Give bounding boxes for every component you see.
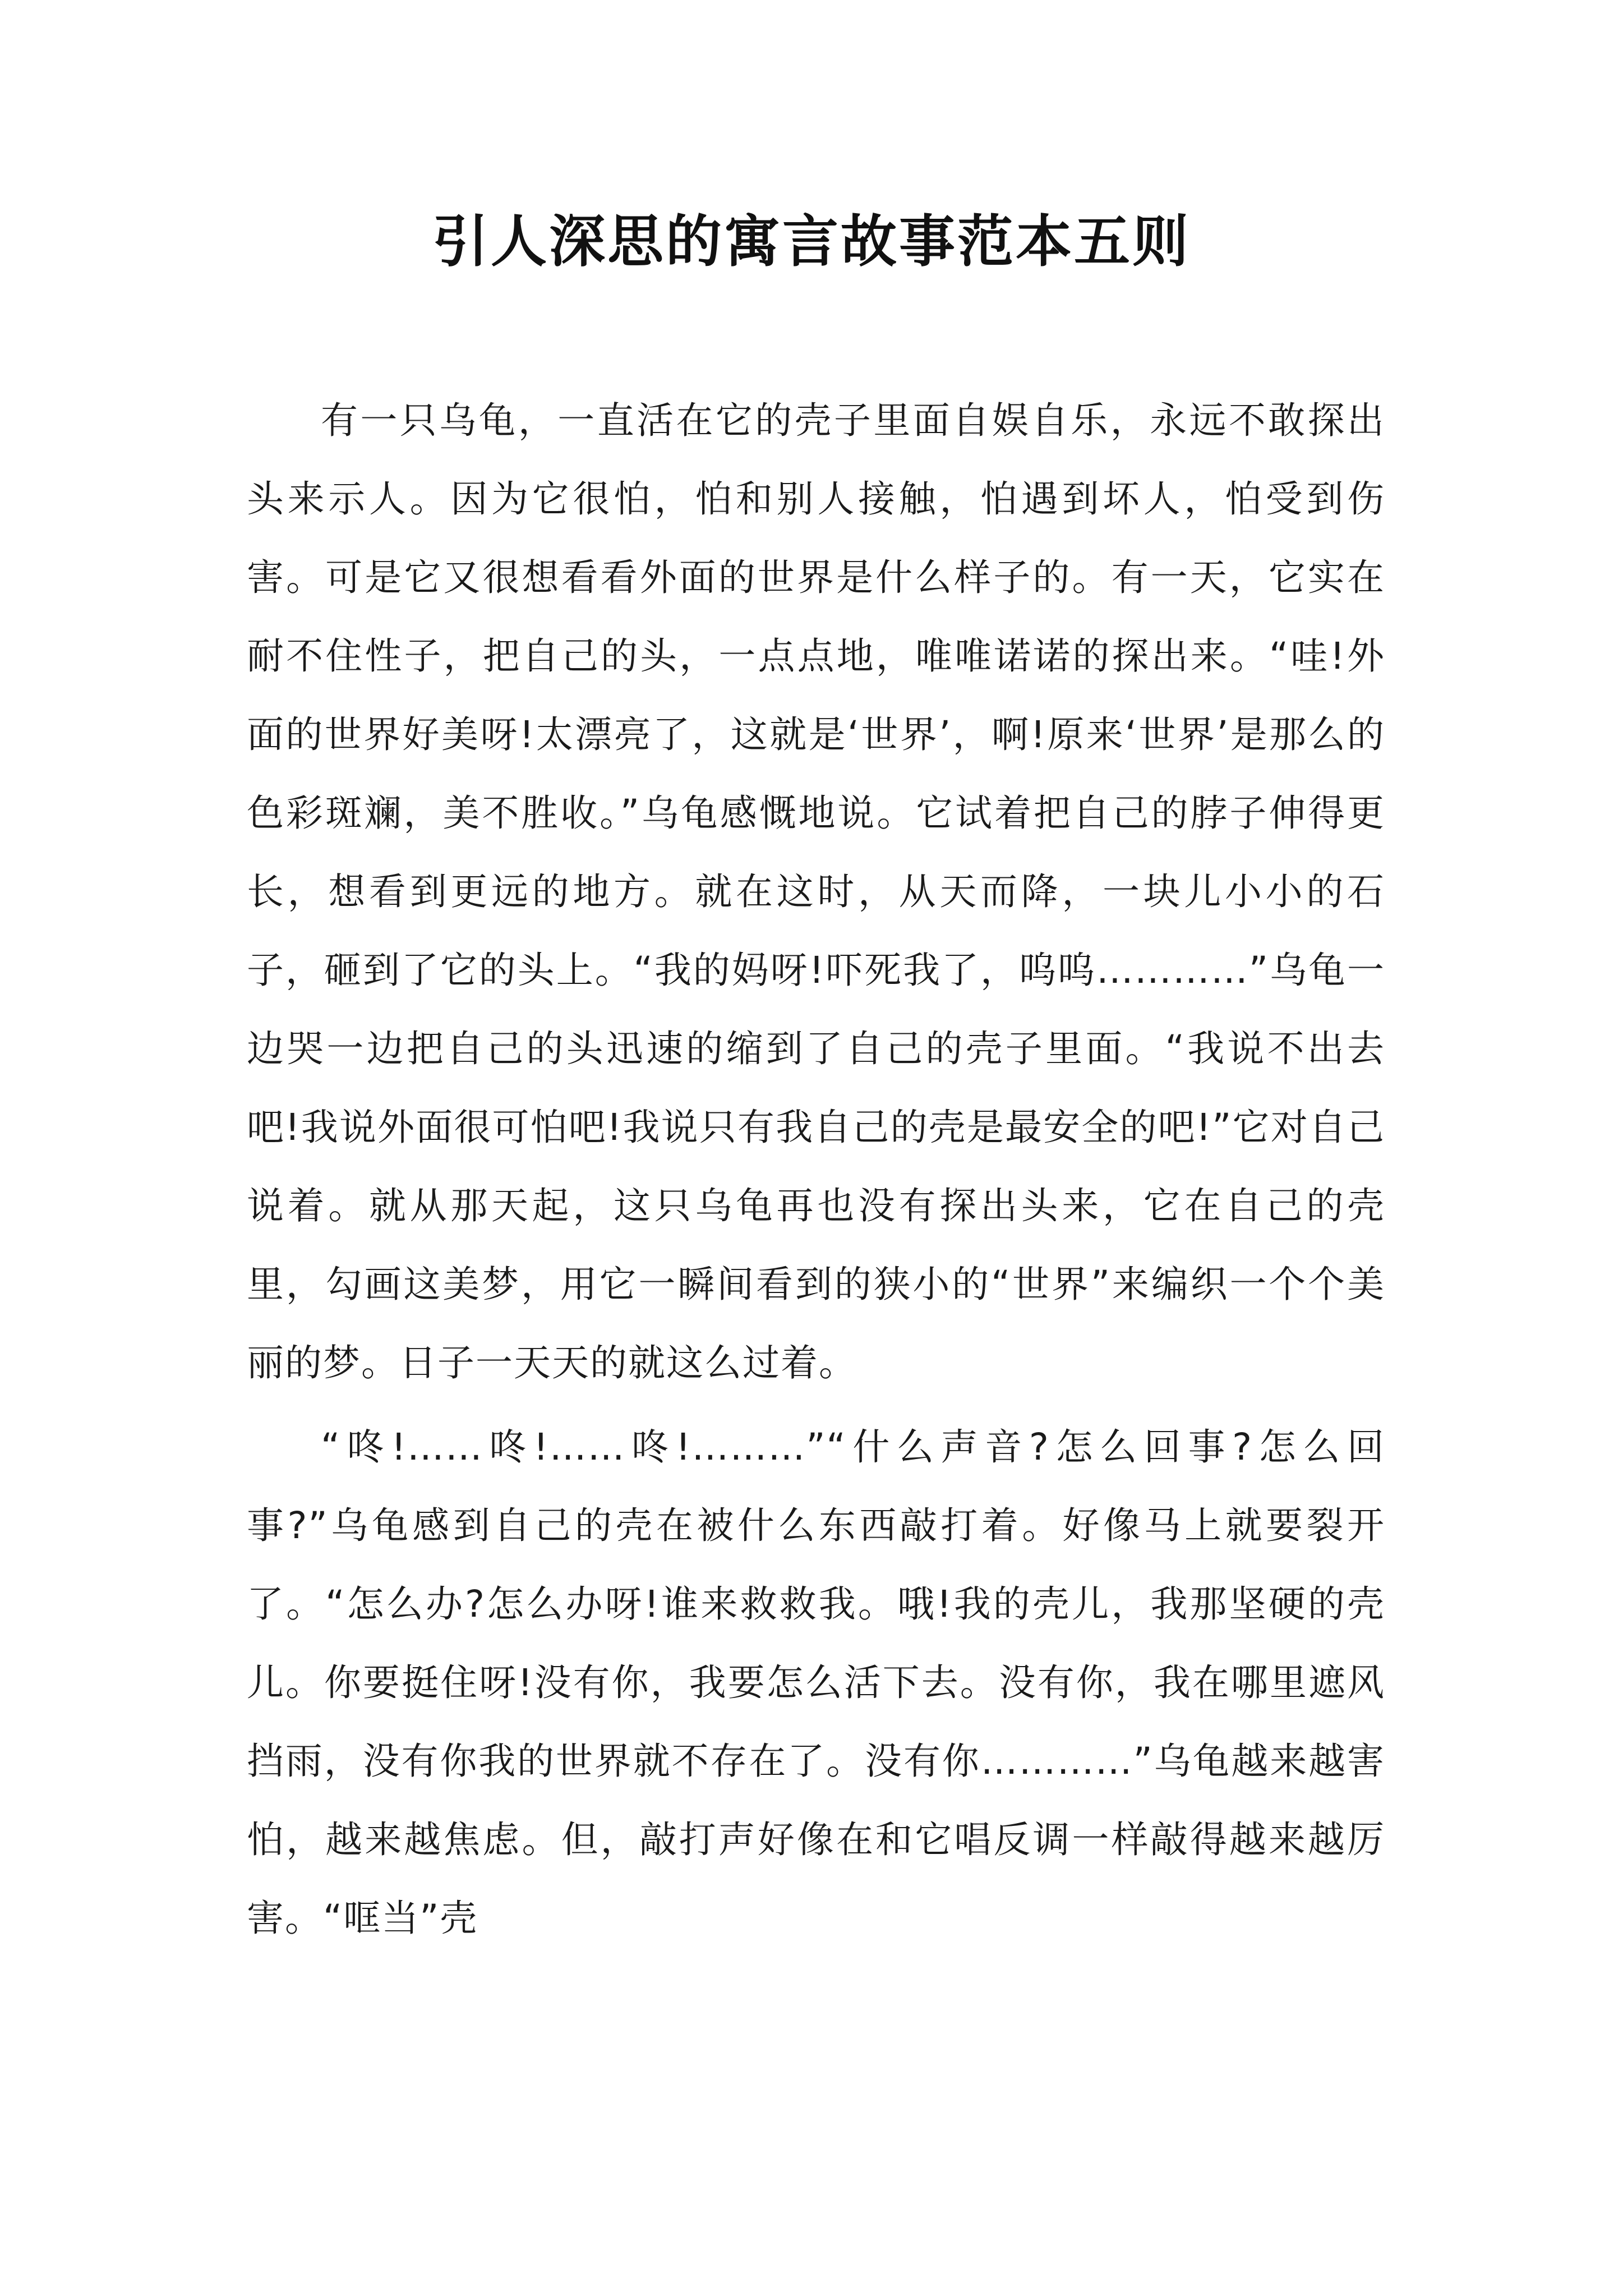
paragraph-2: “咚!……咚!……咚!………”“什么声音?怎么回事?怎么回事?”乌龟感到自己的壳在被什么东西敲打着。好像马上就要裂开了。“怎么办?怎么办呀!谁来救救我。哦!我的壳儿，我那坚硬的壳儿。你要挺住呀!没有你，我要怎么活下去。没有你，我在哪里遮风挡雨，没有你我的世界就不存在了。没有你…………”乌龟越来越害怕，越来越焦虑。但，敲打声好像在和它唱反调一样敲得越来越厉害。“哐当”壳 bbox=[247, 1425, 1385, 1940]
paragraph-1: 有一只乌龟，一直活在它的壳子里面自娱自乐，永远不敢探出头来示人。因为它很怕，怕和别人接触，怕遇到坏人，怕受到伤害。可是它又很想看看外面的世界是什么样子的。有一天，它实在耐不住性子，把自己的头，一点点地，唯唯诺诺的探出来。“哇!外面的世界好美呀!太漂亮了，这就是‘世界’，啊!原来‘世界’是那么的色彩斑斓，美不胜收。”乌龟感慨地说。它试着把自己的脖子伸得更长，想看到更远的地方。就在这时，从天而降，一块儿小小的石子，砸到了它的头上。“我的妈呀!吓死我了，呜呜…………”乌龟一边哭一边把自己的头迅速的缩到了自己的壳子里面。“我说不出去吧!我说外面很可怕吧!我说只有我自己的壳是最安全的吧!”它对自己说着。就从那天起，这只乌龟再也没有探出头来，它在自己的壳里，勾画这美梦，用它一瞬间看到的狭小的“世界”来编织一个个美丽的梦。日子一天天的就这么过着。 bbox=[247, 399, 1385, 1384]
document-title: 引人深思的寓言故事范本五则 bbox=[432, 208, 1191, 274]
document-body bbox=[247, 381, 1385, 1963]
